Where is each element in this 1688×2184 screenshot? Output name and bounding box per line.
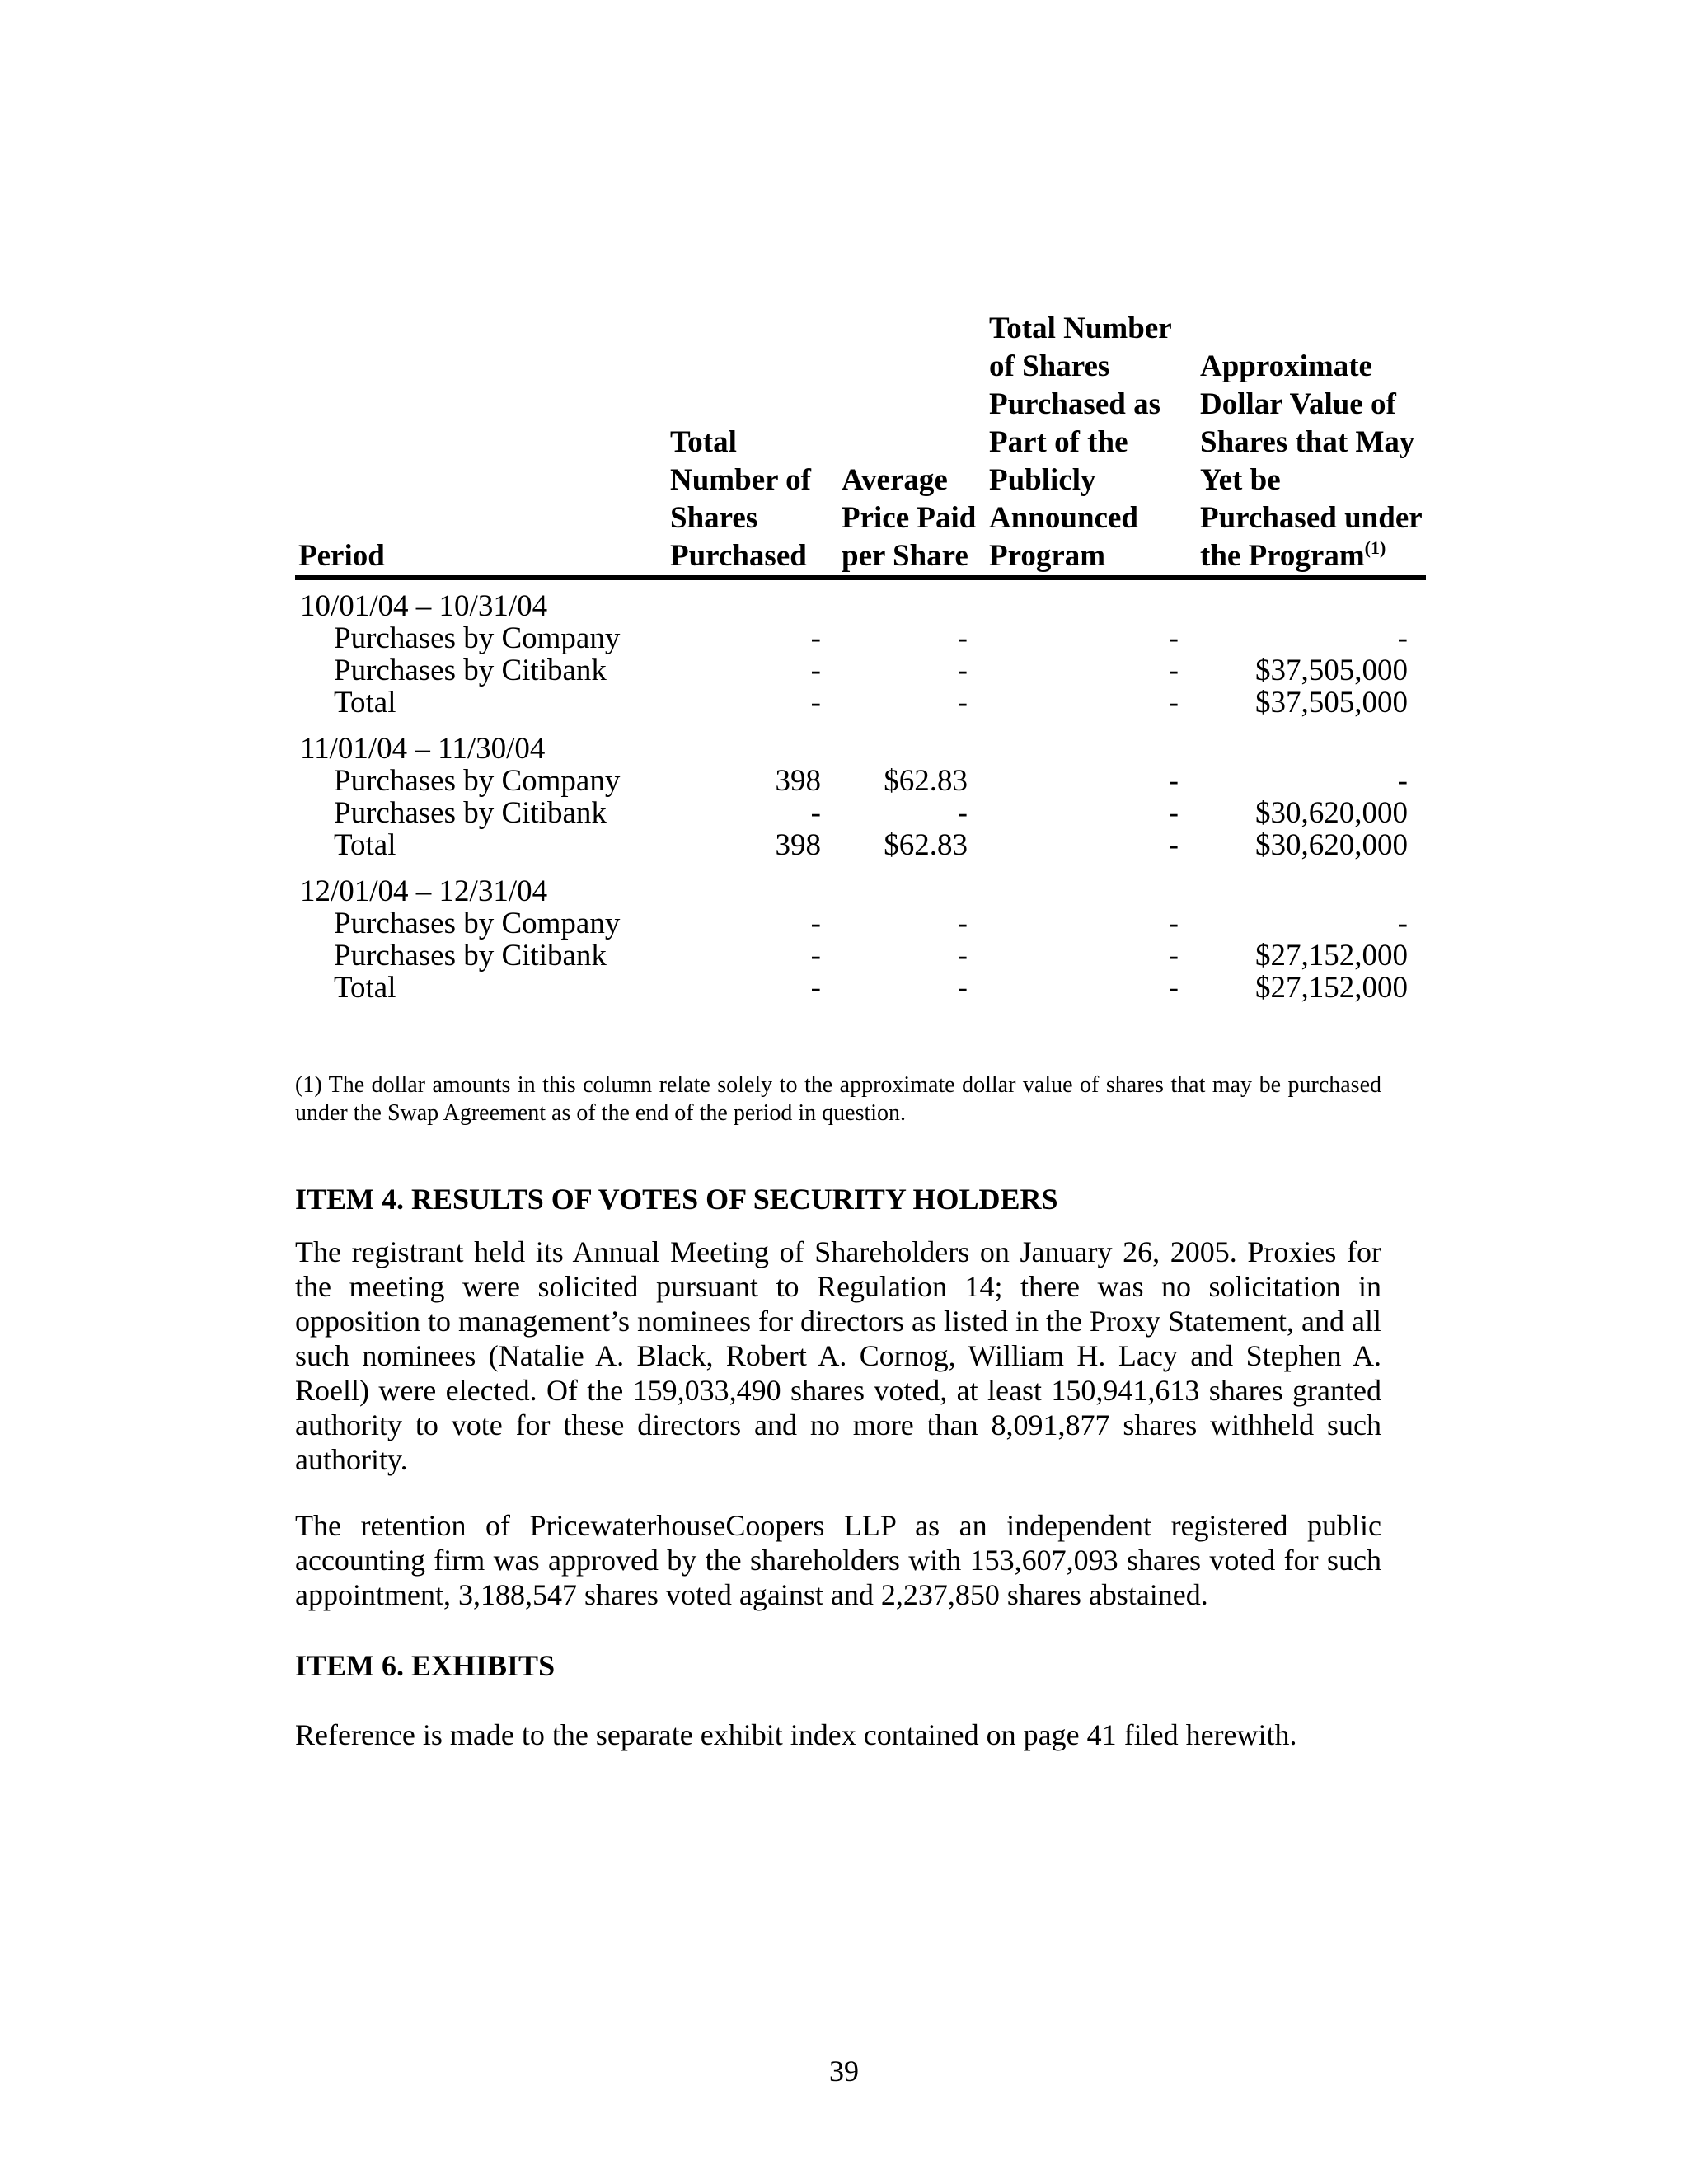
cell-shares: - xyxy=(810,907,821,940)
row-label: Total xyxy=(334,828,396,862)
table-row xyxy=(295,654,1426,687)
table-row xyxy=(295,940,1426,972)
cell-price: $62.83 xyxy=(884,764,968,798)
cell-value: $37,505,000 xyxy=(1255,654,1408,687)
header-text: the Program xyxy=(1200,539,1365,573)
table-row xyxy=(295,972,1426,1004)
cell-program: - xyxy=(1168,764,1179,798)
period-row xyxy=(295,590,1426,622)
table-row xyxy=(295,907,1426,940)
cell-program: - xyxy=(1168,939,1179,972)
row-label: Total xyxy=(334,971,396,1005)
header-text-line: Average xyxy=(842,463,948,497)
cell-program: - xyxy=(1168,828,1179,862)
table-header xyxy=(295,303,1426,575)
header-text-line: Total Number xyxy=(989,312,1172,345)
cell-shares: - xyxy=(810,654,821,687)
cell-value: $27,152,000 xyxy=(1255,971,1408,1005)
cell-shares: - xyxy=(810,621,821,655)
header-rule xyxy=(295,575,1426,580)
period-row xyxy=(295,875,1426,907)
table-row xyxy=(295,797,1426,829)
header-dollar-value xyxy=(1200,348,1431,575)
header-text-line: Purchased as xyxy=(989,387,1160,421)
cell-price: - xyxy=(957,621,968,655)
row-label: Total xyxy=(334,686,396,719)
cell-price: $62.83 xyxy=(884,828,968,862)
table-body xyxy=(295,590,1426,1018)
item6-heading: ITEM 6. EXHIBITS xyxy=(295,1649,556,1682)
footnote-marker: (1) xyxy=(1364,537,1386,558)
cell-shares: - xyxy=(810,796,821,830)
cell-price: - xyxy=(957,939,968,972)
period-group xyxy=(295,733,1426,861)
header-text-line: Part of the xyxy=(989,425,1128,459)
header-program-shares xyxy=(989,310,1195,575)
header-period xyxy=(298,537,385,575)
period-group xyxy=(295,875,1426,1004)
table-row xyxy=(295,829,1426,861)
cell-program: - xyxy=(1168,907,1179,940)
header-text-line xyxy=(1200,537,1431,575)
header-text-line: Purchased under xyxy=(1200,501,1423,535)
header-text-line: Announced xyxy=(989,501,1138,535)
header-text-line: Shares xyxy=(670,501,758,535)
cell-program: - xyxy=(1168,621,1179,655)
item6-paragraph: Reference is made to the separate exhibit index contained on page 41 filed herewith. xyxy=(295,1718,1297,1751)
header-text-line: Number of xyxy=(670,463,811,497)
row-label: Purchases by Citibank xyxy=(334,796,607,830)
cell-value: $30,620,000 xyxy=(1255,828,1408,862)
header-text-line: Shares that May xyxy=(1200,425,1415,459)
header-text-line: of Shares xyxy=(989,349,1110,383)
header-total-shares xyxy=(670,424,835,575)
period-row xyxy=(295,733,1426,765)
header-text-line: Program xyxy=(989,539,1106,573)
header-text-line: Purchased xyxy=(670,539,807,573)
page-number: 39 xyxy=(829,2055,859,2088)
header-text-line: per Share xyxy=(842,539,968,573)
header-text-line: Publicly xyxy=(989,463,1096,497)
period-label: 10/01/04 – 10/31/04 xyxy=(300,589,548,623)
header-text-line: Approximate xyxy=(1200,349,1372,383)
cell-value: - xyxy=(1397,621,1408,655)
header-text-line: Total xyxy=(670,425,737,459)
cell-program: - xyxy=(1168,654,1179,687)
row-label: Purchases by Company xyxy=(334,907,621,940)
table-row xyxy=(295,687,1426,719)
period-group xyxy=(295,590,1426,719)
cell-price: - xyxy=(957,686,968,719)
cell-program: - xyxy=(1168,796,1179,830)
cell-value: $30,620,000 xyxy=(1255,796,1408,830)
cell-shares: - xyxy=(810,939,821,972)
cell-price: - xyxy=(957,654,968,687)
cell-shares: 398 xyxy=(775,828,821,862)
header-text-line: Yet be xyxy=(1200,463,1281,497)
period-label: 11/01/04 – 11/30/04 xyxy=(300,732,546,766)
cell-shares: - xyxy=(810,971,821,1005)
cell-price: - xyxy=(957,796,968,830)
cell-program: - xyxy=(1168,971,1179,1005)
row-label: Purchases by Company xyxy=(334,764,621,798)
table-row xyxy=(295,765,1426,797)
period-label: 12/01/04 – 12/31/04 xyxy=(300,874,548,908)
header-period-label: Period xyxy=(298,539,385,573)
item4-heading: ITEM 4. RESULTS OF VOTES OF SECURITY HOLDERS xyxy=(295,1183,1058,1216)
header-average-price xyxy=(842,462,982,575)
table-row xyxy=(295,622,1426,654)
cell-shares: - xyxy=(810,686,821,719)
header-text-line: Price Paid xyxy=(842,501,977,535)
share-repurchase-table xyxy=(295,303,1426,1005)
item4-paragraph-2: The retention of PricewaterhouseCoopers LLP as an independent registered public accounting firm was approved by the shareholders with 153,607,093 shares voted for such appointment, 3,188,547 shares voted against and 2,237,850 shares abstained. xyxy=(295,1509,1381,1611)
cell-shares: 398 xyxy=(775,764,821,798)
row-label: Purchases by Company xyxy=(334,621,621,655)
row-label: Purchases by Citibank xyxy=(334,654,607,687)
cell-value: - xyxy=(1397,907,1408,940)
row-label: Purchases by Citibank xyxy=(334,939,607,972)
cell-value: - xyxy=(1397,764,1408,798)
header-text-line: Dollar Value of xyxy=(1200,387,1396,421)
cell-value: $27,152,000 xyxy=(1255,939,1408,972)
cell-price: - xyxy=(957,907,968,940)
cell-program: - xyxy=(1168,686,1179,719)
cell-value: $37,505,000 xyxy=(1255,686,1408,719)
item4-paragraph-1: The registrant held its Annual Meeting of Shareholders on January 26, 2005. Proxies for the meeting were solicited pursuant to Regulation 14; there was no solicitation in opposition to management’s nominees for directors as listed in the Proxy Statement, and all such nominees (Natalie A. Black, Robert A. Cornog, William H. Lacy and Stephen A. Roell) were elected. Of the 159,033,490 shares voted, at least 150,941,613 shares granted authority to vote for these directors and no more than 8,091,877 shares withheld such authority. xyxy=(295,1235,1381,1476)
table-footnote: (1) The dollar amounts in this column relate solely to the approximate dollar value of shares that may be purchased under the Swap Agreement as of the end of the period in question. xyxy=(295,1072,1381,1126)
cell-price: - xyxy=(957,971,968,1005)
